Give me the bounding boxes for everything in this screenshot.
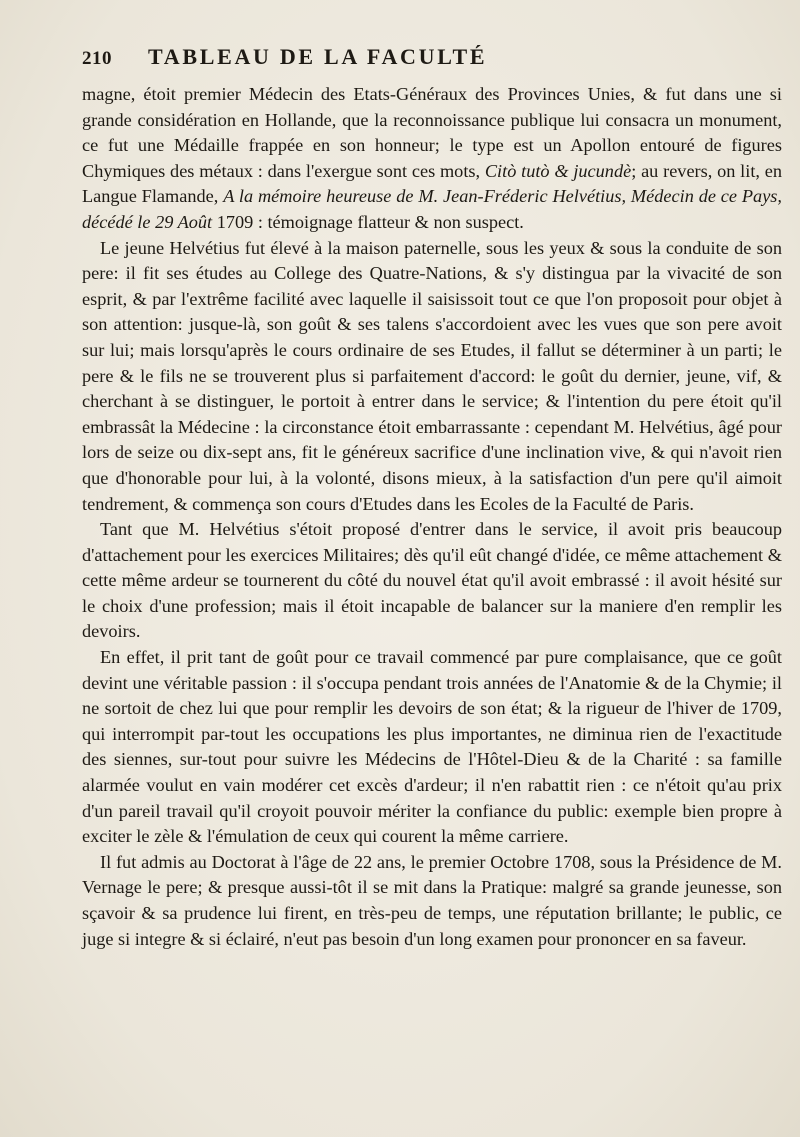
paragraph [82,645,782,850]
text-run: En effet, il prit tant de goût pour ce travail commencé par pure complaisance, que ce goût devint une véritable passion : il s'occupa pendant trois années de l'Anatomie & de la Chymie; il ne sortoit de chez lui que pour remplir les devoirs de son état; & la rigueur de l'hiver de 1709, qui interrompit par-tout les occupations les plus importantes, ne diminua rien de l'exactitude des siennes, sur-tout pour suivre les Médecins de l'Hôtel-Dieu & de la Charité : sa famille alarmée voulut en vain modérer cet excès d'ardeur; il n'en rabattit rien : ce n'étoit qu'au prix d'un pareil travail qu'il croyoit pouvoir mériter la confiance du public: exemple bien propre à exciter le zèle & l'émulation de ceux qui courent la même carriere. [82,647,782,847]
text-run: Il fut admis au Doctorat à l'âge de 22 ans, le premier Octobre 1708, sous la Présidence de M. Vernage le pere; & presque aussi-tôt il se mit dans la Pratique: malgré sa grande jeunesse, son sçavoir & sa prudence lui firent, en très-peu de temps, une réputation brillante; le public, ce juge si integre & si éclairé, n'eut pas besoin d'un long examen pour prononcer en sa faveur. [82,851,782,949]
italic-text: Citò tutò & jucundè [484,160,632,181]
page-number: 210 [82,48,112,69]
running-head: TABLEAU DE LA FACULTÉ [148,44,488,69]
text-run: magne, étoit premier Médecin des Etats-Généraux des Provinces Unies, & fut dans une si grande considération en Hollande, que la reconnoissance publique lui consacra un monument, ce fut une Médaille frappée en son honneur; le type est un Apollon entouré de figures Chymiques des métaux : dans l'exergue sont ces mots, [82,84,782,181]
page-header [82,44,782,78]
text-run: ; au revers, on lit, en Langue Flamande, [82,160,782,207]
text-run: 1709 : témoignage flatteur & non suspect. [212,211,524,232]
paragraph [82,517,782,645]
paragraph [82,82,782,236]
text-run: Tant que M. Helvétius s'étoit proposé d'entrer dans le service, il avoit pris beaucoup d'attachement pour les exercices Militaires; dès qu'il eût changé d'idée, ce même attachement & cette même ardeur se tournerent du côté du nouvel état qu'il avoit embrassé : il avoit hésité sur le choix d'une profession; mais il étoit incapable de balancer sur la maniere d'en remplir les devoirs. [82,519,782,642]
paragraph [82,850,782,952]
italic-text: A la mémoire heureuse de M. Jean-Fréderic Helvétius, Médecin de ce Pays, décédé le 29 Août [82,186,782,232]
body-text [82,82,782,952]
text-run: Le jeune Helvétius fut élevé à la maison paternelle, sous les yeux & sous la conduite de son pere: il fit ses études au College des Quatre-Nations, & s'y distingua par la vivacité de son esprit, & par l'extrême facilité avec laquelle il saisissoit tout ce que l'on proposoit pour objet à son attention: jusque-là, son goût & ses talens s'accordoient avec les vues que son pere avoit sur lui; mais lorsqu'après le cours ordinaire de ses Etudes, il fallut se déterminer à un parti; le pere & le fils ne se trouverent plus si parfaitement d'accord: le goût du dernier, jeune, vif, & cherchant à se distinguer, le portoit à entrer dans le service; & l'intention du pere étoit qu'il embrassât la Médecine : la circonstance étoit embarrassante : cependant M. Helvétius, âgé pour lors de seize ou dix-sept ans, fit le généreux sacrifice d'une inclination vive, & qui n'avoit rien que d'honorable pour lui, à la volonté, disons mieux, à la satisfaction d'un pere qu'il aimoit tendrement, & commença son cours d'Etudes dans les Ecoles de la Faculté de Paris. [82,237,782,514]
paragraph [82,236,782,518]
